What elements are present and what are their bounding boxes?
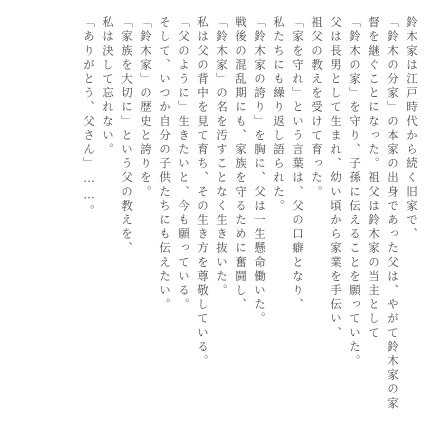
text-column: 「家を守れ」という言葉は、父の口癖となり、 (291, 16, 305, 313)
text-column: 「家族を大切に」という父の教えを、 (120, 16, 134, 256)
text-column: 「鈴木家の誇り」を胸に、父は一生懸命働いた。 (253, 16, 267, 327)
vertical-text-block (79, 16, 421, 440)
text-column: 戦後の混乱期にも、家族を守るために奮闘し、 (234, 16, 248, 313)
text-column: 「鈴木家」の歴史と誇りを。 (139, 16, 153, 200)
text-column: 父は長男として生まれ、幼い頃から家業を手伝い、 (329, 16, 343, 341)
text-column: 「鈴木の分家」の本家の出身であった父は、やがて鈴木家の家 (386, 16, 400, 411)
text-column: 「鈴木家」の名を汚すことなく生き抜いた。 (215, 16, 229, 298)
text-column: 私は父の背中を見て育ち、その生き方を尊敬している。 (196, 16, 210, 369)
text-column: 私たちにも繰り返し語られた。 (272, 16, 286, 214)
text-column: 「ありがとう、父さん」……。 (82, 16, 96, 219)
text-column: 私は決して忘れない。 (101, 16, 115, 157)
text-column: 鈴木家は江戸時代から続く旧家で、 (405, 16, 419, 242)
text-column: 「鈴木の家」を守り、子孫に伝えることを願っていた。 (348, 16, 362, 369)
text-column: 祖父の教えを受けて育った。 (310, 16, 324, 200)
text-column: 「父のように」生きたいと、今も願っている。 (177, 16, 191, 313)
text-column: そして、いつか自分の子供たちにも伝えたい。 (158, 16, 172, 313)
text-column: 督を継ぐことになった。祖父は鈴木家の当主として (367, 16, 381, 341)
